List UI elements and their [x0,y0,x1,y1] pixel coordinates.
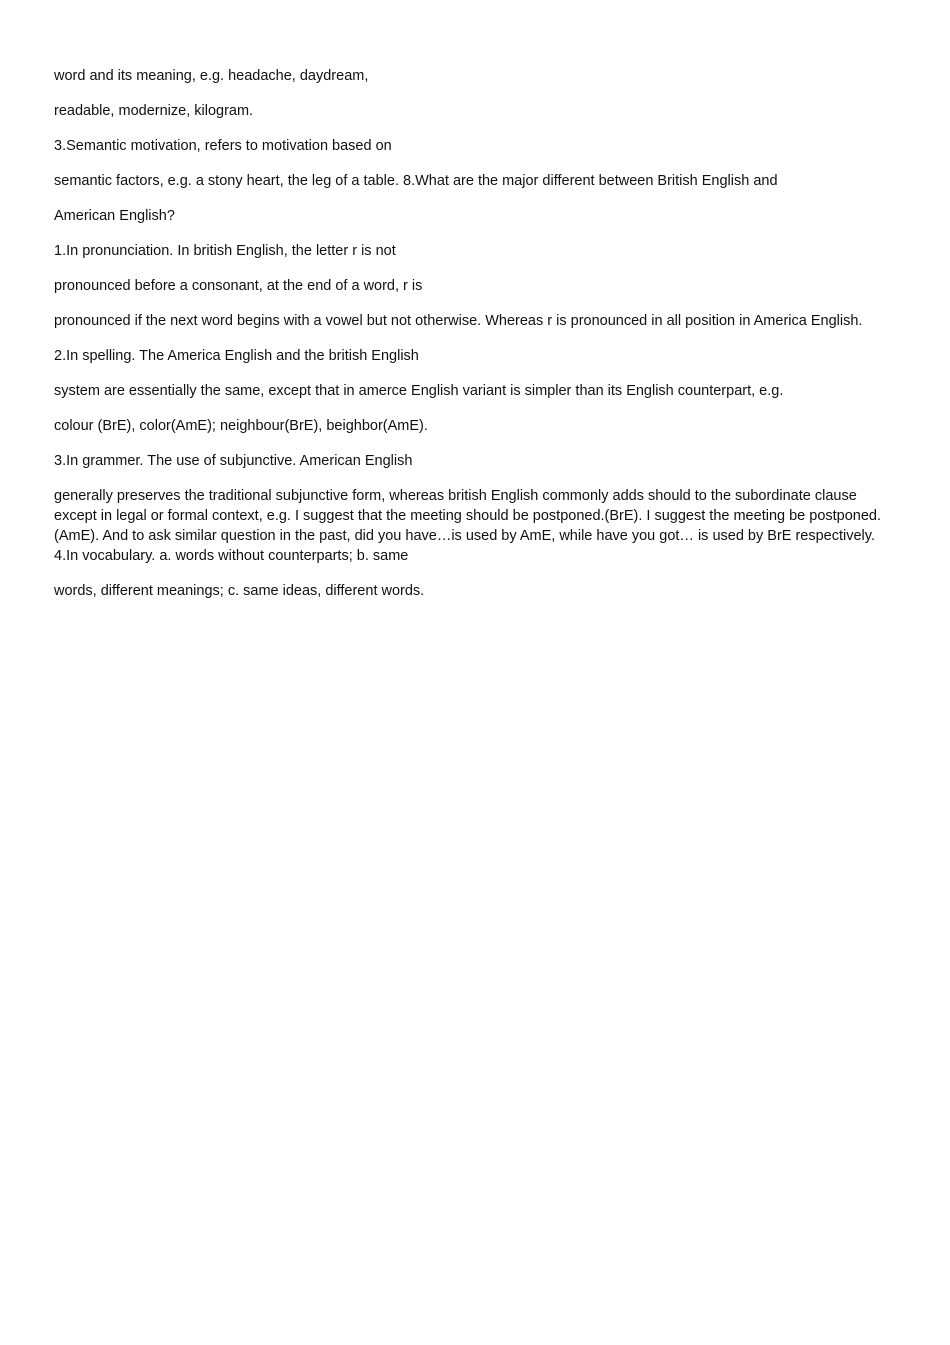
paragraph: 3.In grammer. The use of subjunctive. American English [54,453,413,469]
paragraph: 1.In pronunciation. In british English, the letter r is not [54,243,396,259]
paragraph: words, different meanings; c. same ideas, different words. [54,583,425,599]
paragraph: readable, modernize, kilogram. [54,103,254,119]
paragraph: 2.In spelling. The America English and the british English [54,348,419,364]
paragraph: semantic factors, e.g. a stony heart, the leg of a table. 8.What are the major different between British English and [54,173,778,189]
document-body [54,66,899,616]
paragraph: pronounced before a consonant, at the end of a word, r is [54,278,423,294]
paragraph: word and its meaning, e.g. headache, daydream, [54,68,369,84]
paragraph: generally preserves the traditional subjunctive form, whereas british English commonly adds should to the subordinate clause except in legal or formal context, e.g. I suggest that the meeting should be postponed.(BrE). I suggest the meeting be postponed.(AmE). And to ask similar question in the past, did you have…is used by AmE, while have you got… is used by BrE respectively. 4.In vocabulary. a. words without counterparts; b. same [54,488,882,564]
paragraph: 3.Semantic motivation, refers to motivation based on [54,138,392,154]
paragraph: American English? [54,208,175,224]
paragraph: system are essentially the same, except that in amerce English variant is simpler than its English counterpart, e.g. [54,383,784,399]
paragraph: colour (BrE), color(AmE); neighbour(BrE), beighbor(AmE). [54,418,428,434]
paragraph: pronounced if the next word begins with a vowel but not otherwise. Whereas r is pronounced in all position in America English. [54,313,863,329]
